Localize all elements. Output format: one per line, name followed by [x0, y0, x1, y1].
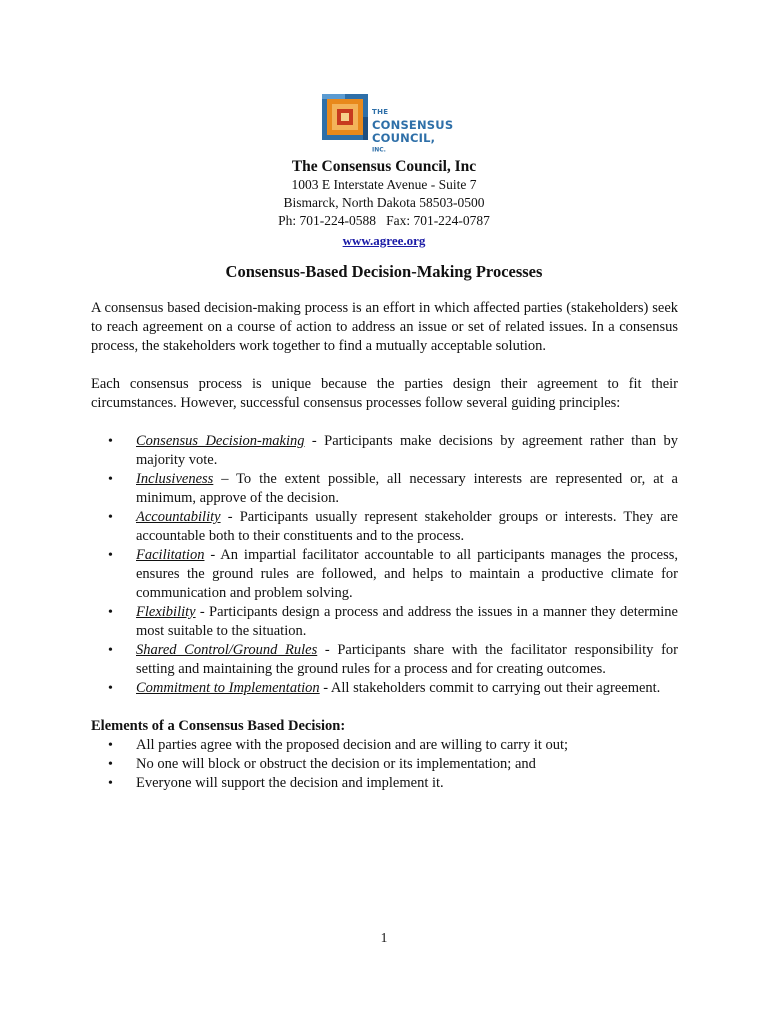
principle-term: Shared Control/Ground Rules — [136, 642, 318, 658]
document-title: Consensus-Based Decision-Making Processes — [225, 262, 543, 281]
elements-heading: Elements of a Consensus Based Decision: — [91, 718, 346, 734]
list-item: • Everyone will support the decision and implement it. — [91, 774, 678, 793]
guiding-principles-list — [91, 432, 678, 698]
logo-inc: INC. — [372, 146, 386, 154]
principle-term: Consensus Decision-making — [136, 433, 305, 449]
logo-line1: CONSENSUS — [372, 118, 454, 132]
principles-intro-paragraph: Each consensus process is unique because the parties design their agreement to fit their circumstances. However, successful consensus processes follow several guiding principles: — [91, 376, 678, 411]
list-item — [91, 508, 678, 546]
list-item: • No one will block or obstruct the decision or its implementation; and — [91, 755, 678, 774]
website-link[interactable]: www.agree.org — [342, 233, 426, 248]
decision-elements-list — [91, 736, 678, 793]
letterhead — [0, 158, 768, 250]
page-number: 1 — [380, 930, 388, 945]
list-item — [91, 641, 678, 679]
principle-text: - Participants share with the facilitator responsibility for setting and maintaining the ground rules for a process and for creating outcomes. — [136, 642, 678, 677]
list-item: • All parties agree with the proposed decision and are willing to carry it out; — [91, 736, 678, 755]
address-line-1: 1003 E Interstate Avenue - Suite 7 — [291, 177, 477, 192]
phone-fax: Ph: 701-224-0588 Fax: 701-224-0787 — [278, 213, 490, 228]
consensus-council-logo — [322, 94, 454, 154]
principle-term: Facilitation — [136, 547, 205, 563]
address-line-2: Bismarck, North Dakota 58503-0500 — [283, 195, 485, 210]
logo-wordmark — [372, 106, 453, 157]
principle-text: - Participants design a process and address the issues in a manner they determine most suitable to the situation. — [136, 604, 678, 639]
list-item — [91, 603, 678, 641]
principle-text: - All stakeholders commit to carrying out their agreement. — [319, 680, 661, 696]
principle-term: Commitment to Implementation — [136, 680, 320, 696]
document-body — [91, 299, 678, 793]
principle-text: - An impartial facilitator accountable to all participants manages the process, ensures the ground rules are followed, and helps to maintain a productive climate for communication and problem solving. — [136, 547, 678, 601]
list-item — [91, 432, 678, 470]
principle-text: - Participants make decisions by agreement rather than by majority vote. — [136, 433, 679, 468]
principle-term: Accountability — [136, 509, 221, 525]
logo-mark-icon — [322, 94, 368, 140]
principle-text: – To the extent possible, all necessary interests are represented or, at a minimum, approve of the decision. — [136, 471, 678, 506]
principle-term: Flexibility — [136, 604, 196, 620]
list-item — [91, 470, 678, 508]
principle-text: - Participants usually represent stakeholder groups or interests. They are accountable both to their constituents and to the process. — [136, 509, 678, 544]
intro-paragraph: A consensus based decision-making process is an effort in which affected parties (stakeholders) seek to reach agreement on a course of action to address an issue or set of related issues. In a consensus process, the stakeholders work together to find a mutually acceptable solution. — [91, 300, 678, 354]
list-item — [91, 679, 678, 698]
logo-line2: COUNCIL, — [372, 131, 436, 145]
list-item — [91, 546, 678, 603]
org-name: The Consensus Council, Inc — [291, 158, 477, 175]
logo-the: THE — [372, 108, 389, 116]
principle-term: Inclusiveness — [136, 471, 214, 487]
